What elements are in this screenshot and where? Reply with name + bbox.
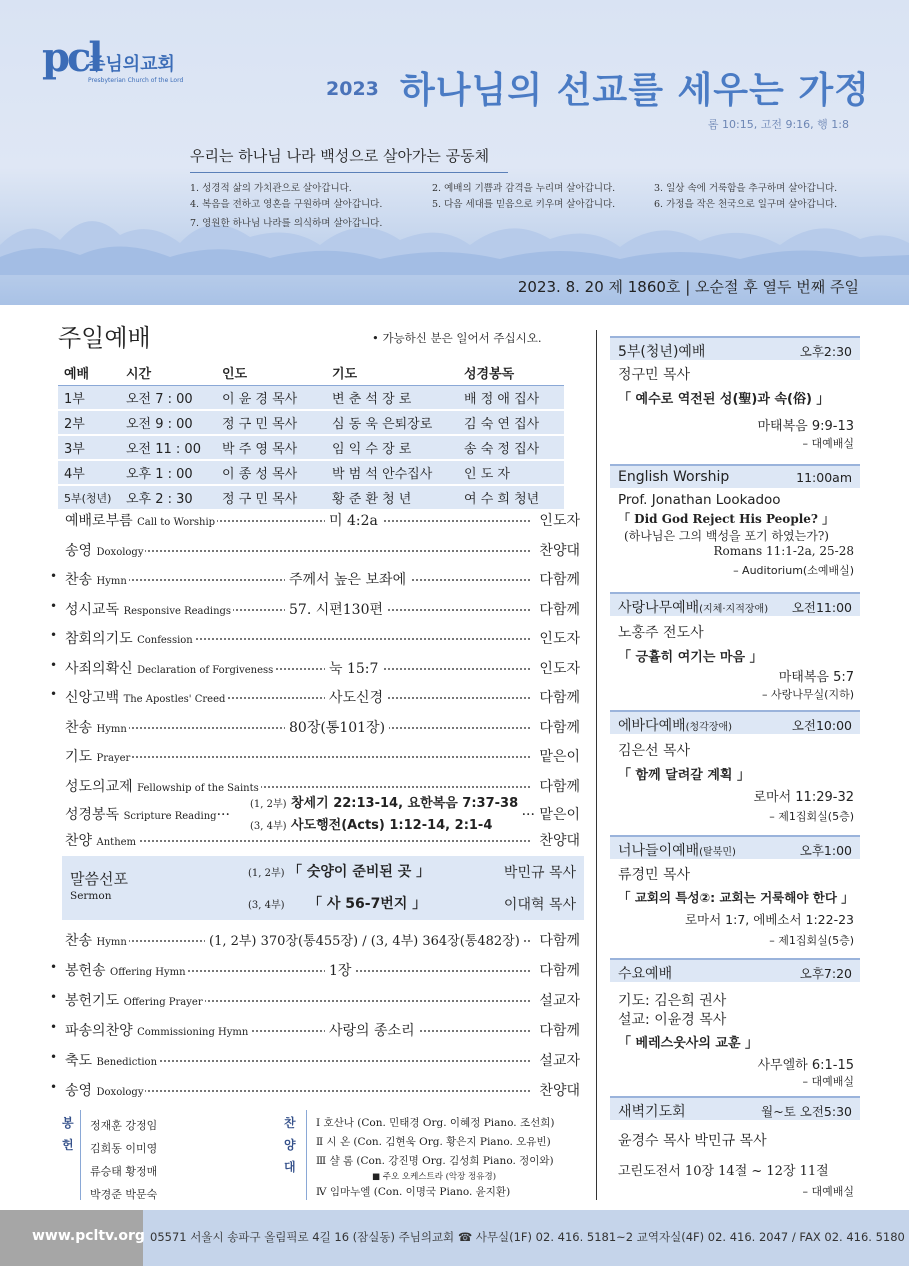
order-label-ko: 찬송	[65, 933, 93, 949]
church-address: 05571 서울시 송파구 올림픽로 4길 16 (잠실동) 주님의교회 ☎ 사무실(1F) 02. 416. 5181~2 교역자실(4F) 02. 416. 2047 / FAX 02. 416. 5180	[150, 1230, 905, 1244]
cell: 박 범 석 안수집사	[326, 460, 458, 485]
stand-bullet: •	[50, 1050, 58, 1064]
leader: 설교자	[537, 1050, 580, 1070]
order-content: 80장(통101장)	[285, 717, 389, 737]
leader: 다함께	[537, 717, 580, 737]
order-content: 사도신경	[325, 687, 387, 707]
order-item	[55, 717, 580, 737]
cell: 오전 9 : 00	[120, 410, 216, 435]
theme-verses: 롬 10:15, 고전 9:16, 행 1:8	[707, 118, 849, 131]
offering-choir-section	[62, 1110, 587, 1200]
goal-item: 5. 다음 세대를 믿음으로 키우며 살아갑니다.	[432, 199, 616, 210]
order-content: 사랑의 종소리	[325, 1020, 419, 1040]
church-name: 주님의교회	[88, 54, 175, 75]
offering-names: 류승태 황정매	[90, 1165, 158, 1178]
order-item	[50, 1020, 580, 1040]
service-time: 오전11:00	[791, 600, 852, 615]
service-time: 월~토 오전5:30	[761, 1104, 852, 1119]
service-time: 오후2:30	[799, 344, 852, 359]
cell: 오전 11 : 00	[120, 435, 216, 460]
order-label-ko: 송영	[65, 542, 93, 559]
leader: 찬양대	[537, 1080, 580, 1100]
part-label: (1, 2부)	[250, 799, 287, 810]
sermon-label: 말씀선포	[70, 870, 128, 888]
order-label-en: Hymn	[96, 723, 127, 735]
sermon-title: 「 Did God Reject His People? 」	[618, 512, 835, 526]
leader: 맡은이	[537, 746, 580, 766]
leader: 다함께	[537, 776, 580, 796]
order-item	[50, 628, 580, 648]
theme-year: 2023	[326, 78, 379, 100]
preacher: 박민규 목사	[503, 865, 576, 881]
service-time: 오후7:20	[799, 966, 852, 981]
order-content: 57. 시편130편	[285, 599, 387, 619]
bulletin-header	[0, 0, 909, 305]
order-label-ko: 찬송	[65, 719, 93, 736]
stand-bullet: •	[50, 960, 58, 974]
order-label-ko: 봉헌기도	[65, 993, 120, 1009]
location: – Auditorium(소예배실)	[733, 564, 854, 577]
offering-label: 봉	[62, 1116, 74, 1130]
order-label-en: The Apostles' Creed	[123, 694, 226, 705]
preacher: 노홍주 전도사	[618, 625, 704, 641]
order-label	[65, 1050, 159, 1070]
order-label	[65, 628, 195, 648]
column-header: 성경봉독	[458, 360, 564, 386]
cell: 3부	[58, 435, 120, 460]
sermon-title: 「 함께 달려갈 계획 」	[618, 768, 751, 783]
order-label-en: Offering Prayer	[123, 997, 203, 1008]
service-title: 수요예배	[618, 966, 673, 982]
service-title: English Worship	[618, 469, 730, 485]
goal-item: 2. 예배의 기쁨과 감격을 누리며 살아갑니다.	[432, 183, 616, 194]
choir-line: ■ 주오 오케스트라 (악장 정유경)	[372, 1172, 497, 1182]
scripture-reading: 성경봉독 Scripture Reading··· (1, 2부) 창세기 22:13-14, 요한복음 7:37-38 (3, 4부) 사도행전(Acts) 1:12-14, 2:1-4 ··· 맡은이	[65, 796, 580, 833]
order-label-en: Doxology	[96, 546, 144, 558]
leader: 다함께	[537, 930, 580, 950]
order-item	[55, 746, 580, 766]
cell: 김 숙 연 집사	[458, 410, 564, 435]
order-label-ko: 찬송	[65, 572, 93, 588]
sermon-title-ko: (하나님은 그의 백성을 포기 하였는가?)	[624, 529, 829, 543]
leader: 인도자	[537, 658, 580, 678]
location: – 사랑나무실(지하)	[762, 688, 854, 701]
table-header-row	[58, 360, 564, 386]
leader: 맡은이	[539, 807, 580, 823]
service-title: 새벽기도회	[618, 1104, 686, 1120]
church-logo	[42, 34, 202, 104]
worship-schedule-table	[58, 360, 564, 511]
order-label-ko: 기도	[65, 749, 93, 765]
preacher: 김은선 목사	[618, 743, 691, 759]
cell: 여 수 희 청년	[458, 485, 564, 510]
order-item	[50, 657, 580, 678]
order-item	[55, 510, 580, 530]
order-item	[50, 960, 580, 980]
neonadeul-service-header	[610, 835, 860, 859]
order-label	[65, 540, 145, 560]
choir-line: Ⅱ 시 온 (Con. 김현욱 Org. 황은지 Piano. 오유빈)	[316, 1136, 551, 1148]
offering-names: 김희동 이미영	[90, 1142, 158, 1155]
offering-names: 박경준 박문숙	[90, 1188, 158, 1201]
order-label	[65, 746, 132, 766]
order-item	[55, 930, 580, 950]
cell: 4부	[58, 460, 120, 485]
order-label	[65, 687, 227, 707]
order-label-ko: 사죄의확신	[65, 660, 133, 677]
service-title: 5부(청년)예배	[618, 344, 706, 360]
choir-line: Ⅲ 샬 롬 (Con. 강진명 Org. 김성희 Piano. 정이와)	[316, 1155, 554, 1167]
order-content: (1, 2부) 370장(통455장) / (3, 4부) 364장(통482장)	[205, 930, 524, 949]
cell: 배 정 애 집사	[458, 386, 564, 411]
scripture-text: 사도행전(Acts) 1:12-14, 2:1-4	[291, 818, 493, 833]
logo-mark: pcl	[42, 34, 101, 81]
order-label-ko: 송영	[65, 1083, 93, 1099]
location: – 대예배실	[802, 437, 854, 450]
order-item	[50, 990, 580, 1010]
preacher: 윤경수 목사 박민규 목사	[618, 1133, 767, 1149]
service-sub: (청각장애)	[685, 722, 733, 733]
cell: 정 구 민 목사	[216, 410, 326, 435]
order-label	[65, 1020, 250, 1040]
stand-bullet: •	[50, 1020, 58, 1034]
cell: 인 도 자	[458, 460, 564, 485]
scripture-text: 창세기 22:13-14, 요한복음 7:37-38	[291, 796, 519, 811]
leader: 다함께	[537, 569, 580, 589]
table-row	[58, 435, 564, 460]
section-title: 주일예배	[58, 324, 151, 352]
cell: 황 준 환 청 년	[326, 485, 458, 510]
dawn-prayer-header	[610, 1096, 860, 1120]
church-name-en: Presbyterian Church of the Lord	[88, 77, 184, 84]
choir-label: 양	[284, 1138, 296, 1152]
scripture-label-en: Scripture Reading	[123, 811, 217, 822]
service-title: 에바다예배	[618, 718, 686, 734]
order-label	[65, 510, 217, 530]
order-label-ko: 신앙고백	[65, 690, 120, 706]
table-row	[58, 386, 564, 411]
order-label	[65, 569, 129, 589]
leader: 찬양대	[537, 830, 580, 850]
cell: 송 숙 정 집사	[458, 435, 564, 460]
stand-bullet: •	[50, 1080, 58, 1094]
leader: 다함께	[537, 960, 580, 980]
order-label-en: Responsive Readings	[123, 605, 232, 617]
cell: 변 춘 석 장 로	[326, 386, 458, 411]
order-item	[50, 1080, 580, 1100]
offering-label: 헌	[62, 1138, 74, 1152]
order-label-ko: 봉헌송	[65, 963, 106, 979]
cell: 이 윤 경 목사	[216, 386, 326, 411]
preacher: Prof. Jonathan Lookadoo	[618, 492, 781, 508]
order-content: 눅 15:7	[325, 658, 382, 678]
column-header: 인도	[216, 360, 326, 386]
order-label-ko: 성도의교제	[65, 778, 133, 795]
stand-note: • 가능하신 분은 일어서 주십시오.	[372, 331, 542, 345]
goal-item: 7. 영원한 하나님 나라를 의식하며 살아갑니다.	[190, 218, 383, 229]
order-label: 찬양	[65, 833, 93, 849]
location: – 대예배실	[802, 1075, 854, 1088]
order-label-en: Hymn	[96, 576, 127, 587]
order-label	[65, 658, 275, 678]
part-label: (1, 2부)	[248, 868, 285, 879]
order-item	[50, 687, 580, 707]
order-label-en: Commissioning Hymn	[137, 1027, 249, 1038]
table-row	[58, 410, 564, 435]
location: – 제1집회실(5층)	[769, 934, 854, 947]
column-header: 기도	[326, 360, 458, 386]
order-label-en: Benediction	[96, 1057, 158, 1068]
order-item	[55, 540, 580, 560]
location: – 대예배실	[802, 1185, 854, 1198]
order-label-ko: 축도	[65, 1053, 93, 1069]
order-item	[50, 598, 580, 619]
youth-service-header	[610, 336, 860, 360]
order-label-en: Doxology	[96, 1087, 144, 1098]
sermon-title: 「 베레스웃사의 교훈 」	[618, 1036, 759, 1051]
stand-bullet: •	[50, 990, 58, 1004]
scripture-label: 성경봉독	[65, 807, 120, 823]
prayer-leader: 기도: 김은희 권사	[618, 993, 727, 1009]
order-label-ko: 참회의기도	[65, 631, 133, 647]
issue-date: 2023. 8. 20 제 1860호 | 오순절 후 열두 번째 주일	[517, 278, 859, 296]
theme-title: 하나님의 선교를 세우는 가정	[400, 70, 870, 111]
cell: 1부	[58, 386, 120, 411]
stand-bullet: •	[50, 687, 58, 701]
website-link[interactable]: www.pcltv.org	[0, 1210, 143, 1266]
order-label	[65, 599, 233, 619]
order-label-en: Anthem	[96, 837, 137, 848]
anthem-row	[55, 830, 580, 852]
offering-names: 정재훈 강정임	[90, 1119, 158, 1132]
order-label-en: Fellowship of the Saints	[137, 782, 259, 794]
order-label	[65, 990, 205, 1010]
goal-item: 6. 가정을 작은 천국으로 일구며 살아갑니다.	[654, 199, 838, 210]
cell: 정 구 민 목사	[216, 485, 326, 510]
preacher: 류경민 목사	[618, 867, 691, 883]
scripture-ref: 로마서 1:7, 에베소서 1:22-23	[684, 912, 854, 927]
order-label-en: Confession	[137, 635, 193, 646]
cell: 오후 1 : 00	[120, 460, 216, 485]
order-label-ko: 성시교독	[65, 601, 120, 618]
choir-label: 찬	[284, 1116, 296, 1130]
service-title: 사랑나무예배	[618, 600, 700, 616]
preacher: 정구민 목사	[618, 367, 691, 383]
location: – 제1집회실(5층)	[769, 810, 854, 823]
sermon-title: 「 긍휼히 여기는 마음 」	[618, 650, 763, 665]
scripture-ref: 로마서 11:29-32	[753, 790, 854, 805]
order-label	[65, 930, 129, 950]
sermon-title: 「 사 56-7번지 」	[308, 896, 427, 912]
wednesday-service-header	[610, 958, 860, 982]
service-time: 11:00am	[796, 470, 852, 485]
cell: 심 동 욱 은퇴장로	[326, 410, 458, 435]
table-row	[58, 485, 564, 510]
cell: 오후 2 : 30	[120, 485, 216, 510]
leader: 설교자	[537, 990, 580, 1010]
leader: 인도자	[537, 628, 580, 648]
scripture-ref: 마태복음 9:9-13	[757, 419, 854, 434]
table-row	[58, 460, 564, 485]
cell: 박 주 영 목사	[216, 435, 326, 460]
part-label: (3, 4부)	[250, 821, 287, 832]
column-header: 예배	[58, 360, 120, 386]
part-label: (3, 4부)	[248, 900, 285, 911]
leader: 다함께	[537, 687, 580, 707]
sermon-box	[62, 856, 584, 920]
stand-bullet: •	[50, 657, 58, 672]
stand-bullet: •	[50, 569, 58, 583]
service-time: 오전10:00	[791, 718, 852, 733]
order-label	[65, 1080, 145, 1100]
order-content: 주께서 높은 보좌에	[285, 569, 410, 589]
sermon-title: 「 교회의 특성②: 교회는 거룩해야 한다 」	[618, 890, 854, 905]
order-content: 미 4:2a	[325, 510, 382, 530]
stand-bullet: •	[50, 628, 58, 642]
scripture-ref: 사무엘하 6:1-15	[757, 1058, 854, 1073]
choir-line: Ⅳ 임마누엘 (Con. 이명국 Piano. 윤지환)	[316, 1186, 511, 1198]
footer	[0, 1210, 909, 1266]
order-label-en: Prayer	[96, 753, 131, 764]
cell: 임 익 수 장 로	[326, 435, 458, 460]
goal-item: 4. 복음을 전하고 영혼을 구원하며 살아갑니다.	[190, 199, 383, 210]
order-of-worship-closing	[50, 930, 580, 1100]
sermon-label-en: Sermon	[70, 890, 112, 902]
service-sub: (탈북민)	[699, 847, 736, 858]
order-label-en: Declaration of Forgiveness	[137, 664, 274, 676]
leader: 찬양대	[537, 540, 580, 560]
order-label	[65, 717, 129, 737]
goal-item: 3. 일상 속에 거룩함을 추구하며 살아갑니다.	[654, 183, 838, 194]
order-label	[65, 960, 188, 980]
stand-bullet: •	[50, 598, 58, 613]
community-slogan: 우리는 하나님 나라 백성으로 살아가는 공동체	[190, 145, 508, 173]
service-title: 너나들이예배	[618, 843, 700, 859]
english-service-header	[610, 464, 860, 488]
cell: 5부(청년)	[58, 485, 120, 510]
preacher: 설교: 이윤경 목사	[618, 1012, 727, 1028]
leader: 다함께	[537, 1020, 580, 1040]
scripture-ref: 고린도전서 10장 14절 ~ 12장 11절	[618, 1164, 829, 1179]
order-content: 1장	[325, 960, 355, 980]
leader: 인도자	[537, 510, 580, 530]
order-label-en: Hymn	[96, 937, 127, 948]
cell: 이 종 성 목사	[216, 460, 326, 485]
scripture-ref: 마태복음 5:7	[778, 670, 854, 685]
preacher: 이대혁 목사	[503, 897, 576, 913]
choir-line: Ⅰ 호산나 (Con. 민태경 Org. 이혜정 Piano. 조선희)	[316, 1117, 555, 1129]
service-time: 오후1:00	[799, 843, 852, 858]
order-label-ko: 파송의찬양	[65, 1023, 133, 1039]
ephphatha-service-header	[610, 710, 860, 734]
cell: 2부	[58, 410, 120, 435]
order-label-en: Call to Worship	[137, 517, 216, 528]
cell: 오전 7 : 00	[120, 386, 216, 411]
choir-label: 대	[284, 1160, 296, 1174]
column-divider	[596, 330, 597, 1200]
order-item	[50, 569, 580, 589]
column-header: 시간	[120, 360, 216, 386]
goal-item: 1. 성경적 삶의 가치관으로 살아갑니다.	[190, 183, 352, 194]
sermon-title: 「 예수로 역전된 성(聖)과 속(俗) 」	[618, 392, 830, 407]
scripture-ref: Romans 11:1-2a, 25-28	[713, 544, 854, 558]
leader: 다함께	[537, 599, 580, 619]
order-label-en: Offering Hymn	[110, 967, 186, 978]
order-item	[50, 1050, 580, 1070]
order-label-ko: 예배로부름	[65, 513, 133, 529]
service-sub: (지체·지적장애)	[699, 604, 769, 615]
sarang-service-header	[610, 592, 860, 616]
sermon-title: 「 숫양이 준비된 곳 」	[288, 864, 431, 880]
